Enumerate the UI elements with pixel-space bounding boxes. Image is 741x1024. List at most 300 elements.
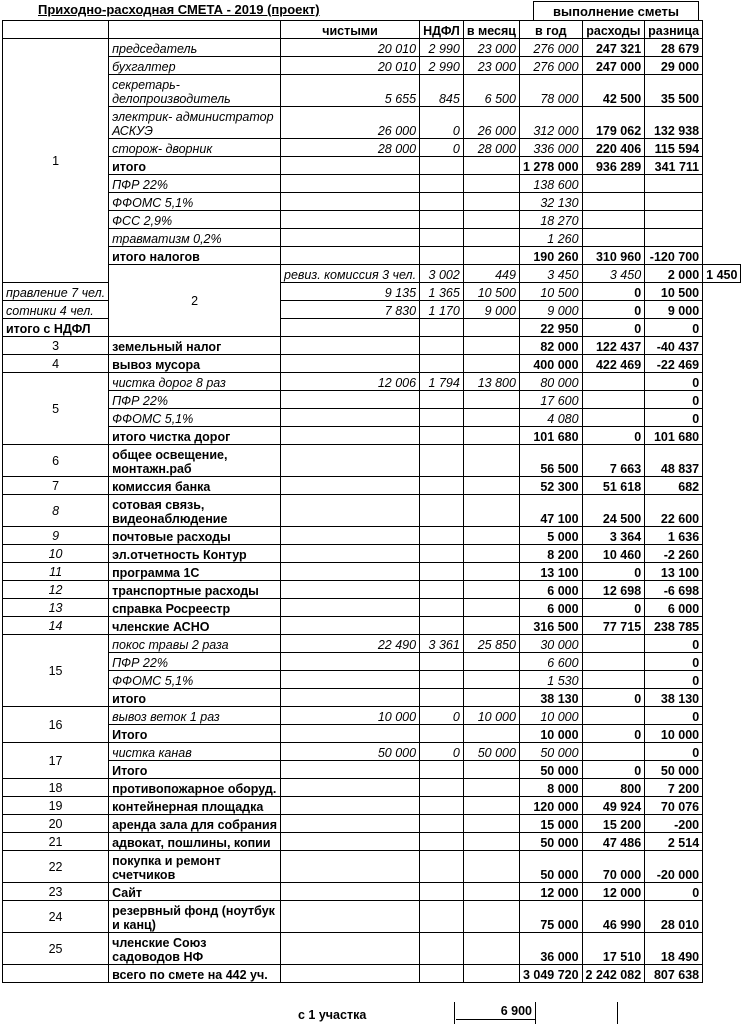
month-value: [463, 545, 519, 563]
expense-value: 77 715: [582, 617, 645, 635]
ndfl-value: 0: [420, 139, 464, 157]
ndfl-value: [420, 833, 464, 851]
net-value: [281, 319, 420, 337]
year-value: 17 600: [519, 391, 582, 409]
row-number: 6: [3, 445, 109, 477]
row-number: 9: [3, 527, 109, 545]
row-number: 11: [3, 563, 109, 581]
expense-value: [582, 409, 645, 427]
net-value: [281, 247, 420, 265]
year-value: 78 000: [519, 75, 582, 107]
diff-value: 50 000: [645, 761, 703, 779]
expense-value: 2 000: [645, 265, 703, 283]
item-name: всего по смете на 442 уч.: [109, 965, 281, 983]
net-value: 26 000: [281, 107, 420, 139]
table-row: [3, 599, 741, 617]
net-value: [281, 725, 420, 743]
ndfl-value: [420, 901, 464, 933]
expense-value: 0: [582, 725, 645, 743]
year-value: 56 500: [519, 445, 582, 477]
year-value: 3 450: [582, 265, 645, 283]
net-value: 9 135: [281, 283, 420, 301]
expense-value: 17 510: [582, 933, 645, 965]
item-name: аренда зала для собрания: [109, 815, 281, 833]
diff-value: 28 010: [645, 901, 703, 933]
net-value: [281, 671, 420, 689]
expense-value: [582, 229, 645, 247]
row-number: 21: [3, 833, 109, 851]
item-name: итого налогов: [109, 247, 281, 265]
month-value: [463, 617, 519, 635]
item-name: чистка канав: [109, 743, 281, 761]
row-number: 10: [3, 545, 109, 563]
year-value: 75 000: [519, 901, 582, 933]
year-value: 276 000: [519, 39, 582, 57]
ndfl-value: [420, 319, 464, 337]
net-value: [281, 545, 420, 563]
col-month: в месяц: [463, 21, 519, 39]
item-name: бухгалтер: [109, 57, 281, 75]
net-value: [281, 337, 420, 355]
month-value: [463, 337, 519, 355]
expense-value: [582, 391, 645, 409]
table-row: [3, 725, 741, 743]
table-row: [3, 563, 741, 581]
row-number: 7: [3, 477, 109, 495]
diff-value: 2 514: [645, 833, 703, 851]
diff-value: -120 700: [645, 247, 703, 265]
net-value: [281, 653, 420, 671]
expense-value: 179 062: [582, 107, 645, 139]
month-value: 50 000: [463, 743, 519, 761]
diff-value: 13 100: [645, 563, 703, 581]
year-value: 120 000: [519, 797, 582, 815]
row-number: 17: [3, 743, 109, 779]
row-number: 18: [3, 779, 109, 797]
net-value: 28 000: [281, 139, 420, 157]
row-number: 24: [3, 901, 109, 933]
ndfl-value: 0: [420, 743, 464, 761]
row-number: 3: [3, 337, 109, 355]
diff-value: 18 490: [645, 933, 703, 965]
item-name: транспортные расходы: [109, 581, 281, 599]
table-row: [3, 409, 741, 427]
month-value: [463, 851, 519, 883]
ndfl-value: [420, 211, 464, 229]
per-plot-label: с 1 участка: [298, 1008, 367, 1022]
month-value: [463, 157, 519, 175]
year-value: 8 200: [519, 545, 582, 563]
expense-value: 46 990: [582, 901, 645, 933]
item-name: ФФОМС 5,1%: [109, 671, 281, 689]
month-value: 10 500: [463, 283, 519, 301]
month-value: [463, 563, 519, 581]
ndfl-value: 2 990: [420, 57, 464, 75]
ndfl-value: [420, 815, 464, 833]
item-name: контейнерная площадка: [109, 797, 281, 815]
net-value: [281, 779, 420, 797]
ndfl-value: [420, 653, 464, 671]
ndfl-value: [420, 247, 464, 265]
diff-value: 28 679: [645, 39, 703, 57]
budget-table: [2, 20, 741, 983]
ndfl-value: [420, 671, 464, 689]
per-plot-value: 6 900: [500, 1004, 532, 1018]
year-value: 5 000: [519, 527, 582, 545]
year-value: 9 000: [519, 301, 582, 319]
net-value: [281, 599, 420, 617]
year-value: 52 300: [519, 477, 582, 495]
table-row: [3, 247, 741, 265]
expense-value: 49 924: [582, 797, 645, 815]
net-value: [281, 761, 420, 779]
net-value: [281, 157, 420, 175]
expense-value: 0: [582, 599, 645, 617]
ndfl-value: [420, 477, 464, 495]
expense-value: [582, 671, 645, 689]
row-number: 12: [3, 581, 109, 599]
row-number: 8: [3, 495, 109, 527]
year-value: 138 600: [519, 175, 582, 193]
month-value: 10 000: [463, 707, 519, 725]
table-row: [3, 229, 741, 247]
row-number: 1: [3, 39, 109, 283]
net-value: [281, 175, 420, 193]
year-value: 30 000: [519, 635, 582, 653]
diff-value: 238 785: [645, 617, 703, 635]
item-name: программа 1С: [109, 563, 281, 581]
month-value: [463, 833, 519, 851]
table-row: [3, 57, 741, 75]
net-value: [281, 409, 420, 427]
diff-value: 807 638: [645, 965, 703, 983]
year-value: 18 270: [519, 211, 582, 229]
net-value: [281, 797, 420, 815]
ndfl-value: [420, 527, 464, 545]
col-ndfl: НДФЛ: [420, 21, 464, 39]
diff-value: 70 076: [645, 797, 703, 815]
ndfl-value: [420, 851, 464, 883]
net-value: 22 490: [281, 635, 420, 653]
table-row: [3, 707, 741, 725]
month-value: [463, 653, 519, 671]
month-value: [463, 815, 519, 833]
table-row: [3, 75, 741, 107]
table-row: [3, 157, 741, 175]
month-value: [463, 689, 519, 707]
ndfl-value: [420, 581, 464, 599]
ndfl-value: [420, 617, 464, 635]
diff-value: -20 000: [645, 851, 703, 883]
ndfl-value: [420, 933, 464, 965]
diff-value: 132 938: [645, 107, 703, 139]
table-row: [3, 883, 741, 901]
diff-value: 0: [645, 883, 703, 901]
year-value: 12 000: [519, 883, 582, 901]
diff-value: -2 260: [645, 545, 703, 563]
year-value: 190 260: [519, 247, 582, 265]
table-row: [3, 139, 741, 157]
ndfl-value: [420, 545, 464, 563]
row-number: 20: [3, 815, 109, 833]
item-name: сотники 4 чел.: [3, 301, 109, 319]
month-value: [463, 477, 519, 495]
year-value: 32 130: [519, 193, 582, 211]
expense-value: 42 500: [582, 75, 645, 107]
month-value: [463, 779, 519, 797]
month-value: [463, 581, 519, 599]
diff-value: 10 500: [645, 283, 703, 301]
ndfl-value: [420, 563, 464, 581]
ndfl-value: [420, 229, 464, 247]
expense-value: 0: [582, 689, 645, 707]
table-row: [3, 671, 741, 689]
ndfl-value: [420, 761, 464, 779]
year-value: 15 000: [519, 815, 582, 833]
net-value: [281, 477, 420, 495]
item-name: ФФОМС 5,1%: [109, 193, 281, 211]
table-row: [3, 265, 741, 283]
expense-value: 7 663: [582, 445, 645, 477]
ndfl-value: [420, 355, 464, 373]
row-number: 23: [3, 883, 109, 901]
month-value: 9 000: [463, 301, 519, 319]
table-row: [3, 495, 741, 527]
month-value: [463, 445, 519, 477]
year-value: 80 000: [519, 373, 582, 391]
month-value: 26 000: [463, 107, 519, 139]
row-number: [3, 965, 109, 983]
row-number: 2: [109, 265, 281, 337]
item-name: чистка дорог 8 раз: [109, 373, 281, 391]
item-name: итого: [109, 689, 281, 707]
ndfl-value: 1 794: [420, 373, 464, 391]
month-value: 3 450: [519, 265, 582, 283]
table-row: [3, 653, 741, 671]
expense-value: 247 000: [582, 57, 645, 75]
month-value: 13 800: [463, 373, 519, 391]
month-value: [463, 901, 519, 933]
item-name: итого: [109, 157, 281, 175]
table-row: [3, 391, 741, 409]
year-value: 50 000: [519, 761, 582, 779]
year-value: 3 049 720: [519, 965, 582, 983]
row-number: 16: [3, 707, 109, 743]
net-value: [281, 833, 420, 851]
expense-value: 247 321: [582, 39, 645, 57]
expense-value: 0: [582, 427, 645, 445]
diff-value: 341 711: [645, 157, 703, 175]
year-value: 316 500: [519, 617, 582, 635]
item-name: ПФР 22%: [109, 653, 281, 671]
net-value: [281, 527, 420, 545]
diff-value: 38 130: [645, 689, 703, 707]
col-expenses: расходы: [582, 21, 645, 39]
month-value: [463, 883, 519, 901]
year-value: 1 530: [519, 671, 582, 689]
ndfl-value: [420, 157, 464, 175]
ndfl-value: [420, 193, 464, 211]
ndfl-value: [420, 797, 464, 815]
item-name: итого чистка дорог: [109, 427, 281, 445]
item-name: вывоз веток 1 раз: [109, 707, 281, 725]
ndfl-value: 0: [420, 707, 464, 725]
diff-value: -200: [645, 815, 703, 833]
net-value: [281, 617, 420, 635]
row-number: 14: [3, 617, 109, 635]
net-value: [281, 933, 420, 965]
month-value: [463, 319, 519, 337]
item-name: сотовая связь, видеонаблюдение: [109, 495, 281, 527]
expense-value: 2 242 082: [582, 965, 645, 983]
row-number: 19: [3, 797, 109, 815]
item-name: Сайт: [109, 883, 281, 901]
net-value: 20 010: [281, 39, 420, 57]
table-row: [3, 175, 741, 193]
month-value: [463, 355, 519, 373]
month-value: [463, 391, 519, 409]
item-name: членские АСНО: [109, 617, 281, 635]
expense-value: [582, 193, 645, 211]
expense-value: 51 618: [582, 477, 645, 495]
month-value: [463, 175, 519, 193]
net-value: [281, 229, 420, 247]
year-value: 101 680: [519, 427, 582, 445]
item-name: вывоз мусора: [109, 355, 281, 373]
year-value: 4 080: [519, 409, 582, 427]
diff-value: [645, 193, 703, 211]
net-value: 7 830: [281, 301, 420, 319]
diff-value: 29 000: [645, 57, 703, 75]
expense-value: 15 200: [582, 815, 645, 833]
expense-value: [582, 635, 645, 653]
row-number: 13: [3, 599, 109, 617]
table-row: [3, 815, 741, 833]
header-row: [3, 21, 741, 39]
item-name: итого с НДФЛ: [3, 319, 109, 337]
net-value: 12 006: [281, 373, 420, 391]
item-name: покос травы 2 раза: [109, 635, 281, 653]
table-row: [3, 477, 741, 495]
net-value: [281, 901, 420, 933]
table-row: [3, 107, 741, 139]
year-value: 336 000: [519, 139, 582, 157]
diff-value: 0: [645, 409, 703, 427]
ndfl-value: [420, 391, 464, 409]
year-value: 13 100: [519, 563, 582, 581]
diff-value: -6 698: [645, 581, 703, 599]
year-value: 6 000: [519, 581, 582, 599]
net-value: [281, 427, 420, 445]
net-value: 20 010: [281, 57, 420, 75]
table-row: [3, 965, 741, 983]
col-year: в год: [519, 21, 582, 39]
item-name: земельный налог: [109, 337, 281, 355]
net-value: [281, 883, 420, 901]
table-row: [3, 933, 741, 965]
year-value: 6 600: [519, 653, 582, 671]
year-value: 10 500: [519, 283, 582, 301]
diff-value: 7 200: [645, 779, 703, 797]
ndfl-value: [420, 689, 464, 707]
table-row: [3, 901, 741, 933]
diff-value: 0: [645, 743, 703, 761]
table-row: [3, 797, 741, 815]
item-name: председатель: [109, 39, 281, 57]
diff-value: -40 437: [645, 337, 703, 355]
col-net: чистыми: [281, 21, 420, 39]
expense-value: 310 960: [582, 247, 645, 265]
year-value: 50 000: [519, 743, 582, 761]
expense-value: 47 486: [582, 833, 645, 851]
expense-value: 800: [582, 779, 645, 797]
net-value: [281, 851, 420, 883]
row-number: 25: [3, 933, 109, 965]
item-name: резервный фонд (ноутбук и канц): [109, 901, 281, 933]
diff-value: [645, 211, 703, 229]
expense-value: 70 000: [582, 851, 645, 883]
year-value: 400 000: [519, 355, 582, 373]
expense-value: 10 460: [582, 545, 645, 563]
execution-header: выполнение сметы: [533, 1, 699, 21]
year-value: 38 130: [519, 689, 582, 707]
expense-value: 12 000: [582, 883, 645, 901]
month-value: 25 850: [463, 635, 519, 653]
year-value: 50 000: [519, 851, 582, 883]
table-row: [3, 761, 741, 779]
table-row: [3, 743, 741, 761]
page-title: Приходно-расходная СМЕТА - 2019 (проект): [38, 2, 320, 17]
item-name: адвокат, пошлины, копии: [109, 833, 281, 851]
year-value: 1 260: [519, 229, 582, 247]
expense-value: [582, 743, 645, 761]
table-row: [3, 373, 741, 391]
diff-value: 1 450: [703, 265, 741, 283]
diff-value: 9 000: [645, 301, 703, 319]
year-value: 1 278 000: [519, 157, 582, 175]
item-name: травматизм 0,2%: [109, 229, 281, 247]
item-name: Итого: [109, 725, 281, 743]
table-row: [3, 193, 741, 211]
ndfl-value: [420, 965, 464, 983]
table-row: [3, 779, 741, 797]
item-name: ревиз. комиссия 3 чел.: [281, 265, 420, 283]
ndfl-value: 1 170: [420, 301, 464, 319]
diff-value: -22 469: [645, 355, 703, 373]
year-value: 10 000: [519, 725, 582, 743]
table-row: [3, 545, 741, 563]
year-value: 50 000: [519, 833, 582, 851]
table-row: [3, 617, 741, 635]
row-number: 22: [3, 851, 109, 883]
table-row: [3, 337, 741, 355]
month-value: [463, 965, 519, 983]
item-name: ФСС 2,9%: [109, 211, 281, 229]
table-row: [3, 39, 741, 57]
item-name: правление 7 чел.: [3, 283, 109, 301]
net-value: [281, 495, 420, 527]
item-name: ФФОМС 5,1%: [109, 409, 281, 427]
net-value: [281, 815, 420, 833]
ndfl-value: [420, 599, 464, 617]
expense-value: [582, 707, 645, 725]
col-diff: разница: [645, 21, 703, 39]
diff-value: 101 680: [645, 427, 703, 445]
year-value: 82 000: [519, 337, 582, 355]
expense-value: [582, 175, 645, 193]
item-name: членские Союз садоводов НФ: [109, 933, 281, 965]
row-number: 5: [3, 373, 109, 445]
